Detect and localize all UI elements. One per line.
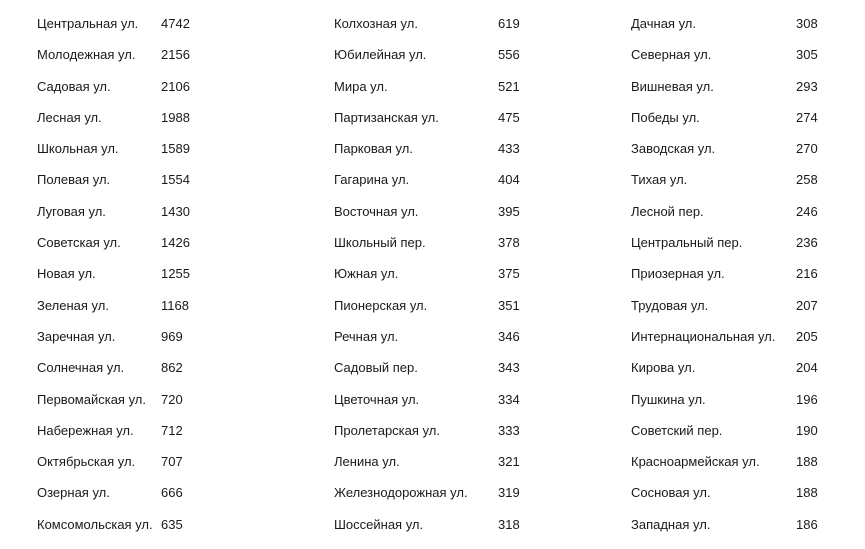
- street-count: 204: [796, 360, 818, 376]
- street-count: 1168: [161, 297, 189, 313]
- street-count: 475: [498, 109, 520, 125]
- street-name: Красноармейская ул.: [631, 454, 760, 470]
- street-name: Колхозная ул.: [334, 16, 418, 31]
- street-name: Южная ул.: [334, 266, 399, 282]
- street-count: 270: [796, 141, 818, 157]
- street-count: 1426: [161, 235, 190, 251]
- street-count: 404: [498, 172, 520, 188]
- street-count: 4742: [161, 16, 190, 31]
- street-count: 258: [796, 172, 818, 188]
- street-count: 207: [796, 297, 818, 313]
- street-name: Центральный пер.: [631, 235, 743, 251]
- street-name: Ленина ул.: [334, 454, 400, 470]
- street-name: Речная ул.: [334, 328, 399, 344]
- street-name: Парковая ул.: [334, 141, 413, 157]
- street-name: Железнодорожная ул.: [334, 485, 468, 501]
- street-name: Луговая ул.: [37, 203, 106, 219]
- street-count: 236: [796, 235, 818, 251]
- street-name: Лесная ул.: [37, 109, 102, 125]
- street-count: 556: [498, 47, 520, 63]
- street-count: 318: [498, 516, 520, 532]
- street-count: 2156: [161, 47, 190, 63]
- street-name: Интернациональная ул.: [631, 328, 776, 344]
- street-count: 351: [498, 297, 520, 313]
- street-name: Дачная ул.: [631, 16, 696, 31]
- street-count: 619: [498, 16, 520, 31]
- street-name: Заречная ул.: [37, 328, 116, 344]
- street-count: 521: [498, 78, 520, 94]
- street-name: Советская ул.: [37, 235, 121, 251]
- street-count: 308: [796, 16, 818, 31]
- street-name: Школьная ул.: [37, 141, 119, 157]
- street-count: 1430: [161, 203, 190, 219]
- street-name: Озерная ул.: [37, 485, 110, 501]
- street-count: 196: [796, 391, 818, 407]
- street-name: Зеленая ул.: [37, 297, 109, 313]
- street-name: Школьный пер.: [334, 235, 426, 251]
- street-count: 305: [796, 47, 818, 63]
- street-name: Мира ул.: [334, 78, 388, 94]
- street-name: Садовая ул.: [37, 78, 111, 94]
- street-name: Юбилейная ул.: [334, 47, 427, 63]
- street-count: 1255: [161, 266, 190, 282]
- street-count: 319: [498, 485, 520, 501]
- street-name: Северная ул.: [631, 47, 712, 63]
- street-name: Гагарина ул.: [334, 172, 410, 188]
- street-name: Шоссейная ул.: [334, 516, 424, 532]
- street-count: 433: [498, 141, 520, 157]
- street-count: 720: [161, 391, 183, 407]
- street-name: Тихая ул.: [631, 172, 688, 188]
- street-count: 862: [161, 360, 183, 376]
- street-name: Кирова ул.: [631, 360, 696, 376]
- street-count: 321: [498, 454, 520, 470]
- street-name: Заводская ул.: [631, 141, 716, 157]
- street-count: 1554: [161, 172, 190, 188]
- street-count: 188: [796, 485, 818, 501]
- street-name: Восточная ул.: [334, 203, 419, 219]
- street-name: Октябрьская ул.: [37, 454, 136, 470]
- street-count: 378: [498, 235, 520, 251]
- street-count: 343: [498, 360, 520, 376]
- street-name: Западная ул.: [631, 516, 711, 532]
- street-name: Сосновая ул.: [631, 485, 711, 501]
- street-name: Советский пер.: [631, 422, 723, 438]
- street-count: 712: [161, 422, 183, 438]
- street-name: Пионерская ул.: [334, 297, 428, 313]
- street-name: Садовый пер.: [334, 360, 418, 376]
- street-count: 635: [161, 516, 183, 532]
- street-name: Комсомольская ул.: [37, 516, 153, 532]
- street-count: 395: [498, 203, 520, 219]
- street-count: 334: [498, 391, 520, 407]
- street-count: 293: [796, 78, 818, 94]
- street-count: 346: [498, 328, 520, 344]
- street-count: 969: [161, 328, 183, 344]
- street-name: Партизанская ул.: [334, 109, 439, 125]
- street-count: 216: [796, 266, 818, 282]
- street-name: Молодежная ул.: [37, 47, 136, 63]
- street-name: Солнечная ул.: [37, 360, 125, 376]
- street-name: Полевая ул.: [37, 172, 111, 188]
- street-count: 333: [498, 422, 520, 438]
- street-name: Пролетарская ул.: [334, 422, 440, 438]
- street-name: Первомайская ул.: [37, 391, 146, 407]
- street-name: Трудовая ул.: [631, 297, 709, 313]
- street-name: Лесной пер.: [631, 203, 704, 219]
- street-count: 707: [161, 454, 183, 470]
- street-count: 274: [796, 109, 818, 125]
- street-count: 190: [796, 422, 818, 438]
- street-count: 2106: [161, 78, 190, 94]
- street-name: Набережная ул.: [37, 422, 134, 438]
- street-name: Пушкина ул.: [631, 391, 706, 407]
- street-name: Победы ул.: [631, 109, 700, 125]
- street-name: Центральная ул.: [37, 16, 139, 31]
- street-name: Новая ул.: [37, 266, 96, 282]
- street-name: Приозерная ул.: [631, 266, 725, 282]
- street-name: Цветочная ул.: [334, 391, 420, 407]
- street-name: Вишневая ул.: [631, 78, 714, 94]
- street-count: 246: [796, 203, 818, 219]
- street-count: 666: [161, 485, 183, 501]
- street-count: 1988: [161, 109, 190, 125]
- street-count: 188: [796, 454, 818, 470]
- street-count: 186: [796, 516, 818, 532]
- street-count: 205: [796, 328, 818, 344]
- street-count: 375: [498, 266, 520, 282]
- street-count: 1589: [161, 141, 190, 157]
